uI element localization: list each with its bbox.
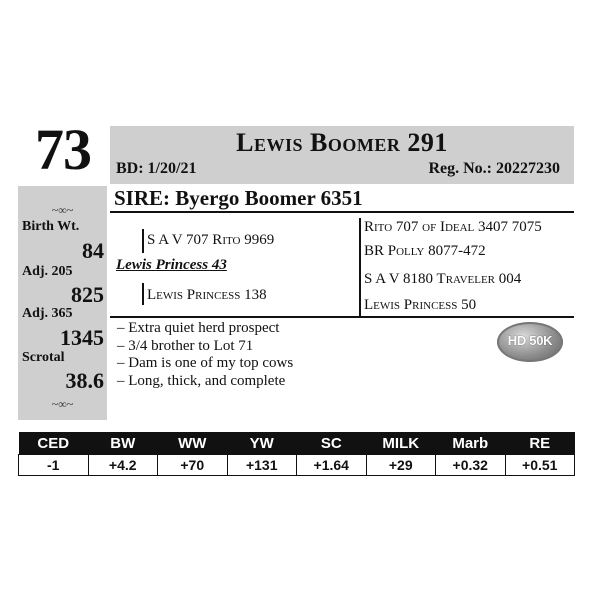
pedigree-bracket	[142, 229, 144, 253]
pedigree-dam: Lewis Princess 43	[116, 257, 227, 273]
epd-header: Marb	[436, 432, 506, 455]
pedigree-bracket	[359, 218, 361, 316]
pedigree-dam-sire-dam: Lewis Princess 50	[364, 297, 477, 313]
epd-header: YW	[227, 432, 297, 455]
adj-365-label: Adj. 365	[22, 306, 73, 321]
registration-number: Reg. No.: 20227230	[428, 160, 560, 177]
adj-365-value: 1345	[60, 325, 104, 350]
pedigree-dam-sire-sire: S A V 8180 Traveler 004	[364, 271, 522, 287]
note-item: – Long, thick, and complete	[117, 372, 286, 389]
epd-value: +0.32	[436, 455, 506, 476]
bottom-ornament: ~∞~	[51, 397, 74, 411]
epd-header: BW	[88, 432, 158, 455]
notes-list	[117, 320, 293, 390]
adj-205-value: 825	[71, 282, 104, 307]
epd-value: +4.2	[88, 455, 158, 476]
hd50k-badge	[497, 322, 563, 362]
sire-line: SIRE: Byergo Boomer 6351	[114, 186, 363, 210]
epd-value: +0.51	[505, 455, 575, 476]
epd-header-row	[19, 432, 575, 455]
pedigree-sire-sire: S A V 707 Rito 9969	[147, 232, 275, 248]
birth-date: BD: 1/20/21	[116, 160, 197, 177]
scrotal-label: Scrotal	[22, 350, 65, 365]
birth-weight-value: 84	[82, 238, 104, 263]
adj-205-label: Adj. 205	[22, 264, 73, 279]
badge-label: HD 50K	[507, 333, 553, 348]
pedigree-dam-sire: Lewis Princess 138	[147, 287, 267, 303]
pedigree-sire-sire-dam: BR Polly 8077-472	[364, 243, 486, 259]
epd-header: RE	[505, 432, 575, 455]
epd-value: -1	[19, 455, 89, 476]
epd-header: WW	[158, 432, 228, 455]
epd-value: +1.64	[297, 455, 367, 476]
scrotal-value: 38.6	[65, 368, 104, 393]
notes-rule	[110, 316, 574, 318]
note-item: – 3/4 brother to Lot 71	[117, 337, 254, 354]
lot-number: 73	[35, 117, 91, 182]
epd-header: CED	[19, 432, 89, 455]
epd-value-row	[19, 455, 575, 476]
epd-value: +70	[158, 455, 228, 476]
birth-weight-label: Birth Wt.	[22, 219, 80, 234]
pedigree-bracket	[142, 283, 144, 305]
pedigree-sire-sire-sire: Rito 707 of Ideal 3407 7075	[364, 219, 542, 235]
epd-header: MILK	[366, 432, 436, 455]
epd-header: SC	[297, 432, 367, 455]
note-item: – Dam is one of my top cows	[117, 355, 294, 371]
top-ornament: ~∞~	[51, 203, 74, 217]
measures-panel	[18, 186, 107, 420]
sire-rule	[110, 211, 574, 213]
header-band	[110, 126, 574, 184]
note-item: – Extra quiet herd prospect	[117, 320, 280, 336]
epd-value: +29	[366, 455, 436, 476]
epd-value: +131	[227, 455, 297, 476]
animal-name: Lewis Boomer 291	[236, 128, 448, 157]
epd-table	[18, 432, 575, 476]
